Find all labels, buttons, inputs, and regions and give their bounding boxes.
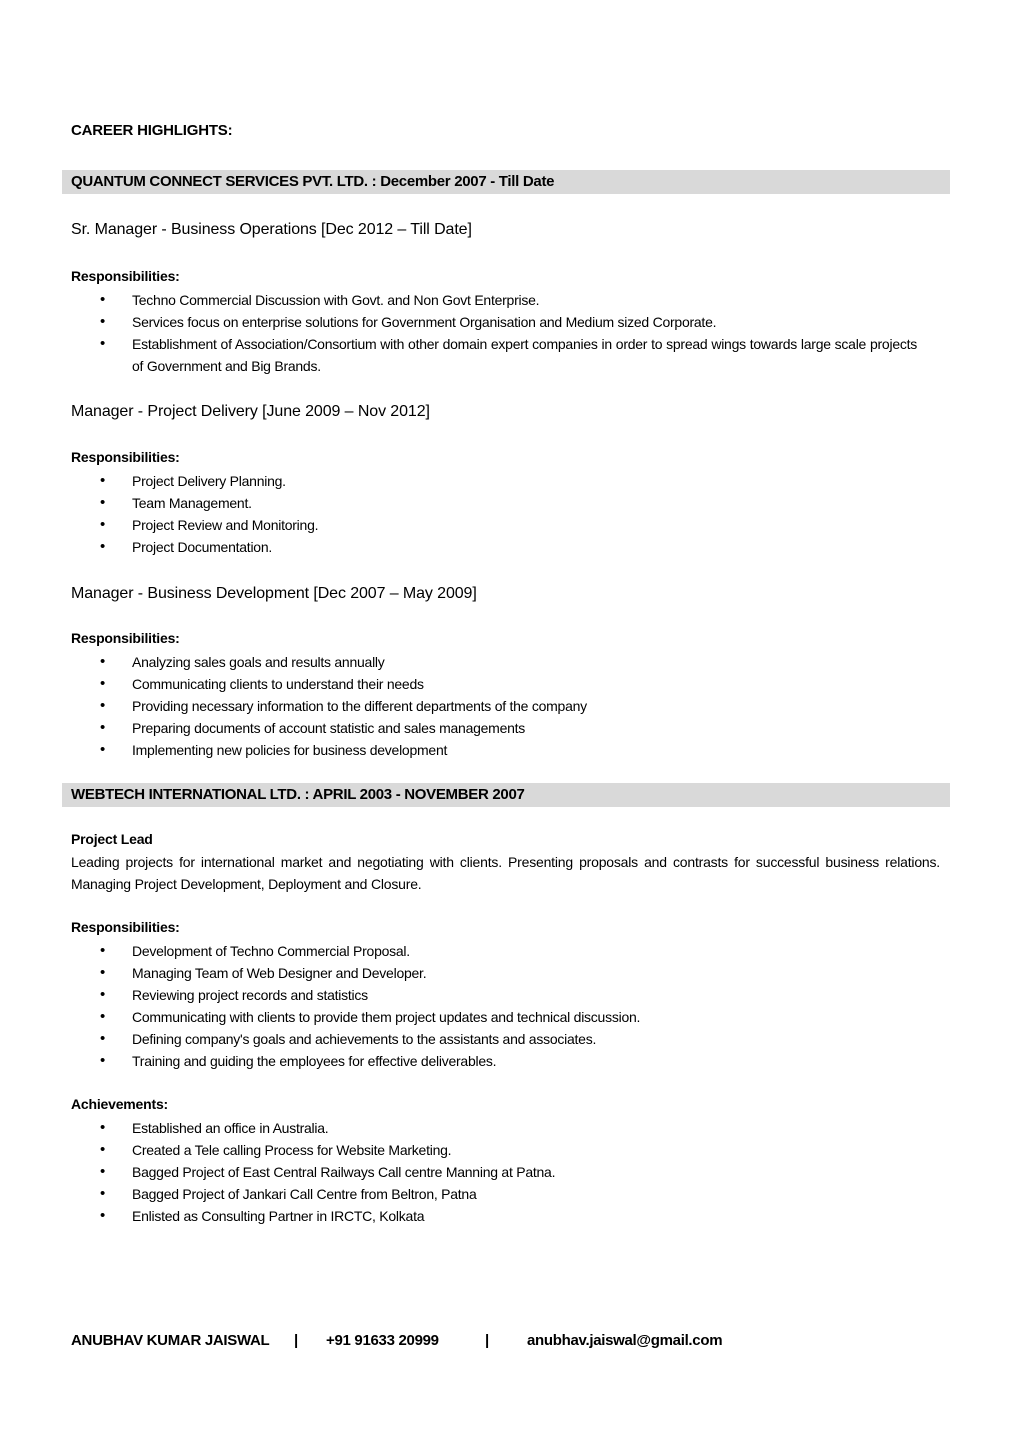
responsibilities-list [71, 940, 917, 1072]
list-item: • Techno Commercial Discussion with Govt. and Non Govt Enterprise. [71, 289, 917, 311]
responsibilities-label: Responsibilities: [71, 268, 180, 284]
career-highlights-heading: CAREER HIGHLIGHTS: [71, 122, 233, 139]
role-title-sr-manager: Sr. Manager - Business Operations [Dec 2012 – Till Date] [71, 221, 472, 238]
footer-email: anubhav.jaiswal@gmail.com [527, 1332, 723, 1349]
list-item: • Establishment of Association/Consortium with other domain expert companies in order to spread wings towards large scale projects of Government and Big Brands. [71, 333, 917, 377]
list-item: • Defining company's goals and achievements to the assistants and associates. [71, 1028, 917, 1050]
achievements-label: Achievements: [71, 1096, 168, 1112]
list-item: • Team Management. [71, 492, 917, 514]
list-item: • Enlisted as Consulting Partner in IRCTC, Kolkata [71, 1205, 917, 1227]
list-item: • Established an office in Australia. [71, 1117, 917, 1139]
responsibilities-label: Responsibilities: [71, 919, 180, 935]
list-item: • Bagged Project of East Central Railways Call centre Manning at Patna. [71, 1161, 917, 1183]
role-title-project-lead: Project Lead [71, 831, 153, 847]
achievements-list [71, 1117, 917, 1227]
footer-name: ANUBHAV KUMAR JAISWAL [71, 1332, 270, 1349]
company-header-quantum: QUANTUM CONNECT SERVICES PVT. LTD. : December 2007 - Till Date [62, 170, 950, 194]
list-item: • Bagged Project of Jankari Call Centre from Beltron, Patna [71, 1183, 917, 1205]
list-item: • Providing necessary information to the different departments of the company [71, 695, 917, 717]
list-item: • Project Review and Monitoring. [71, 514, 917, 536]
list-item: • Development of Techno Commercial Proposal. [71, 940, 917, 962]
company-header-webtech: WEBTECH INTERNATIONAL LTD. : APRIL 2003 - NOVEMBER 2007 [62, 783, 950, 807]
list-item: • Training and guiding the employees for effective deliverables. [71, 1050, 917, 1072]
responsibilities-label: Responsibilities: [71, 630, 180, 646]
list-item: • Preparing documents of account statistic and sales managements [71, 717, 917, 739]
responsibilities-list [71, 651, 917, 761]
footer-phone: +91 91633 20999 [326, 1332, 439, 1349]
list-item: • Services focus on enterprise solutions for Government Organisation and Medium sized Corporate. [71, 311, 917, 333]
list-item: • Reviewing project records and statistics [71, 984, 917, 1006]
list-item: • Communicating clients to understand their needs [71, 673, 917, 695]
list-item: • Implementing new policies for business development [71, 739, 917, 761]
list-item: • Managing Team of Web Designer and Developer. [71, 962, 917, 984]
footer-separator: | [485, 1332, 489, 1349]
list-item: • Project Documentation. [71, 536, 917, 558]
role-title-business-development: Manager - Business Development [Dec 2007 – May 2009] [71, 585, 477, 602]
list-item: • Communicating with clients to provide them project updates and technical discussion. [71, 1006, 917, 1028]
responsibilities-list [71, 470, 917, 558]
responsibilities-list [71, 289, 917, 377]
role-summary: Leading projects for international market and negotiating with clients. Presenting proposals and contrasts for successful business relations. Managing Project Development, Deployment and Closure. [71, 854, 940, 892]
list-item: • Project Delivery Planning. [71, 470, 917, 492]
role-title-project-delivery: Manager - Project Delivery [June 2009 – Nov 2012] [71, 403, 430, 420]
list-item: • Created a Tele calling Process for Website Marketing. [71, 1139, 917, 1161]
list-item: • Analyzing sales goals and results annually [71, 651, 917, 673]
responsibilities-label: Responsibilities: [71, 449, 180, 465]
footer-separator: | [294, 1332, 298, 1349]
